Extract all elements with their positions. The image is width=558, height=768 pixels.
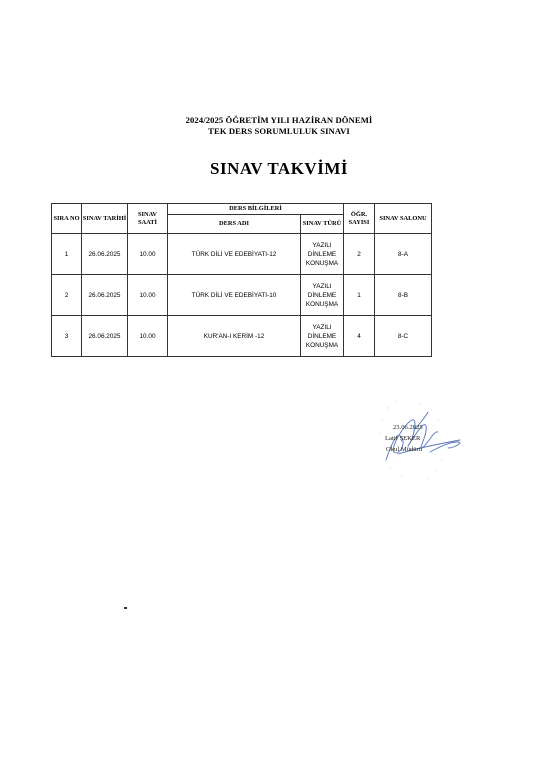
table-row [52, 275, 432, 316]
cell-sira: 1 [52, 234, 82, 275]
cell-tarih: 26.06.2025 [82, 316, 128, 357]
cell-salon: 8-B [375, 275, 432, 316]
cell-tarih: 26.06.2025 [82, 234, 128, 275]
cell-saat: 10.00 [128, 234, 168, 275]
header-line-1: 2024/2025 ÖĞRETİM YILI HAZİRAN DÖNEMİ [185, 115, 373, 125]
header-line-2: TEK DERS SORUMLULUK SINAVI [208, 126, 350, 136]
header-sinav-turu: SINAV TÜRÜ [301, 215, 344, 234]
turu-line: DİNLEME [307, 250, 337, 258]
stray-mark [124, 607, 127, 609]
header-sinav-tarihi: SINAV TARİHİ [82, 204, 128, 234]
signature-name: Latif ŞEKER [385, 435, 421, 442]
cell-ders-adi: TÜRK DİLİ VE EDEBİYATI-10 [168, 275, 301, 316]
table-row [52, 316, 432, 357]
turu-line: KONUŞMA [305, 259, 339, 267]
header-sinav-salonu: SINAV SALONU [375, 204, 432, 234]
header-sira-no: SIRA NO [52, 204, 82, 234]
signature-date: 23.06.2025 [393, 424, 423, 431]
turu-line: DİNLEME [307, 332, 337, 340]
header-ders-bilgileri: DERS BİLGİLERİ [168, 204, 344, 215]
header-sinav-saati: SINAV SAATİ [128, 204, 168, 234]
cell-sinav-turu [301, 316, 344, 357]
cell-salon: 8-C [375, 316, 432, 357]
turu-line: YAZILI [312, 241, 332, 249]
turu-line: KONUŞMA [305, 300, 339, 308]
page-title: SINAV TAKVİMİ [210, 159, 348, 178]
cell-salon: 8-A [375, 234, 432, 275]
table-row [52, 234, 432, 275]
cell-ogr-sayisi: 2 [344, 234, 375, 275]
cell-ders-adi: KUR'AN-I KERİM -12 [168, 316, 301, 357]
turu-line: DİNLEME [307, 291, 337, 299]
cell-saat: 10.00 [128, 275, 168, 316]
cell-ogr-sayisi: 1 [344, 275, 375, 316]
exam-schedule-table [51, 203, 432, 357]
cell-tarih: 26.06.2025 [82, 275, 128, 316]
cell-sira: 3 [52, 316, 82, 357]
header-ders-adi: DERS ADI [168, 215, 301, 234]
cell-saat: 10.00 [128, 316, 168, 357]
header-ogr-sayisi: ÖĞR. SAYISI [344, 204, 375, 234]
signature-role: Okul Müdürü [386, 446, 423, 453]
turu-line: KONUŞMA [305, 341, 339, 349]
turu-line: YAZILI [312, 323, 332, 331]
cell-sinav-turu [301, 234, 344, 275]
cell-sira: 2 [52, 275, 82, 316]
cell-ogr-sayisi: 4 [344, 316, 375, 357]
cell-sinav-turu [301, 275, 344, 316]
cell-ders-adi: TÜRK DİLİ VE EDEBİYATI-12 [168, 234, 301, 275]
turu-line: YAZILI [312, 282, 332, 290]
